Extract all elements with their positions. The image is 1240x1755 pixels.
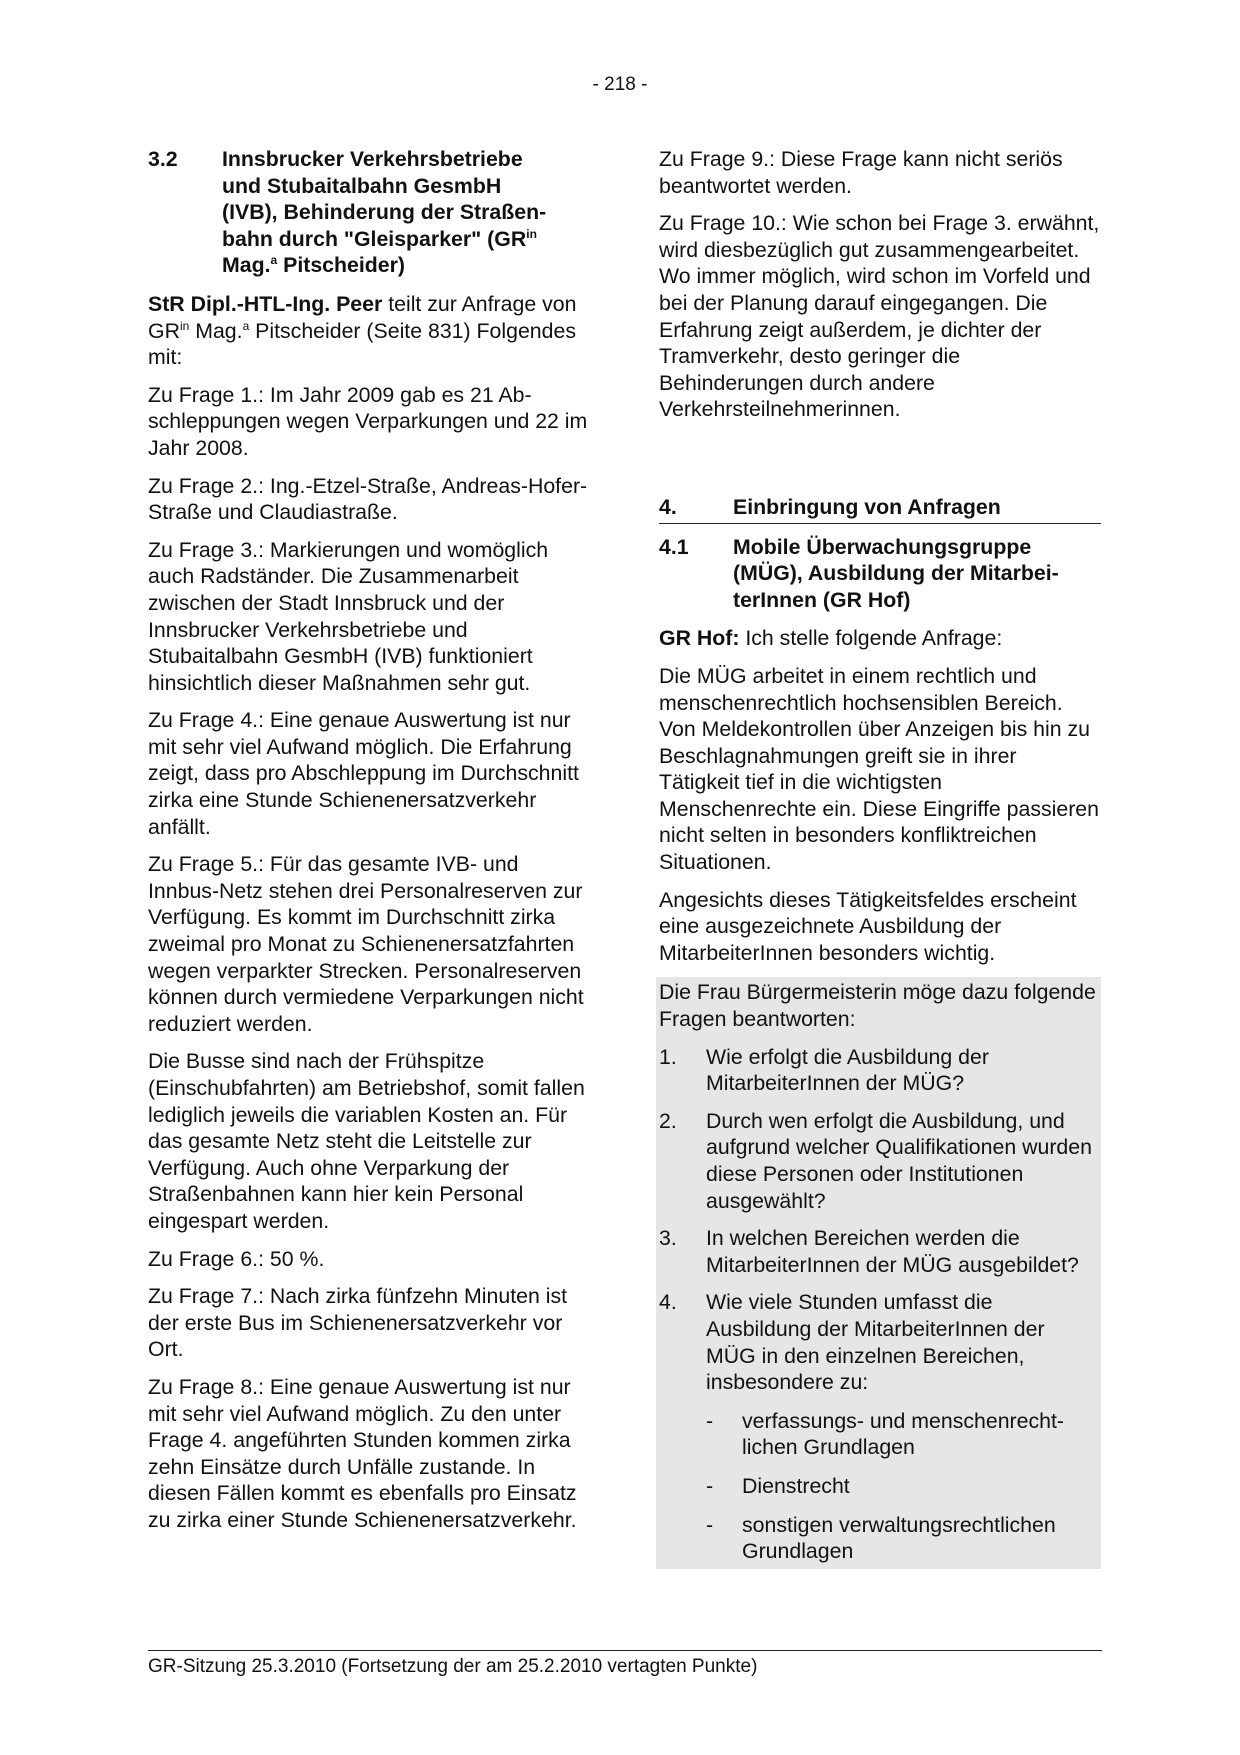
body-paragraph: Angesichts dieses Tätigkeitsfeldes erscheint eine ausgezeichnete Ausbildung der MitarbeiterInnen besonders wichtig. xyxy=(659,887,1077,965)
section-heading-4 xyxy=(659,494,1101,524)
questions-list xyxy=(659,1044,1098,1565)
question-text: Durch wen erfolgt die Ausbildung, und aufgrund welcher Qualifikationen wurden diese Personen oder Institutionen ausgewählt? xyxy=(706,1108,1092,1213)
page-number: - 218 - xyxy=(592,74,648,95)
questions-intro: Die Frau Bürgermeisterin möge dazu folgende Fragen beantworten: xyxy=(659,980,1096,1032)
dash-bullet: - xyxy=(706,1473,714,1498)
superscript: in xyxy=(526,226,537,241)
answer-paragraph: Zu Frage 3.: Markierungen und womöglich auch Radständer. Die Zusammenarbeit zwischen der Stadt Innsbruck und der Innsbrucker Verkehrsbetriebe und Stubaitalbahn GesmbH (IVB) funktioniert hinsichtlich dieser Maßnahmen sehr gut. xyxy=(148,537,549,695)
section-number: 4. xyxy=(659,494,677,519)
section-title: Einbringung von Anfragen xyxy=(733,494,1001,519)
section-title: Mobile Überwachungsgruppe (MÜG), Ausbildung der MitarbeiterInnen (GR Hof) xyxy=(733,534,1059,612)
answer-paragraph: Zu Frage 2.: Ing.-Etzel-Straße, Andreas-Hofer-Straße und Claudiastraße. xyxy=(148,473,588,525)
question-item xyxy=(659,1108,1098,1214)
title-line: (IVB), Behinderung der Straßen- xyxy=(222,200,547,225)
answer-paragraph: Zu Frage 8.: Eine genaue Auswertung ist nur mit sehr viel Aufwand möglich. Zu den unter Frage 4. angeführten Stunden kommen zirka zehn Einsätze durch Unfälle zustande. In diesen Fällen kommt es ebenfalls pro Einsatz zu zirka einer Stunde Schienenersatzverkehr. xyxy=(148,1374,577,1532)
intro-paragraph xyxy=(148,291,590,371)
title-line: Innsbrucker Verkehrsbetriebe xyxy=(222,147,523,171)
section-title xyxy=(222,146,590,279)
question-number: 3. xyxy=(659,1226,677,1251)
answer-paragraph: Zu Frage 7.: Nach zirka fünfzehn Minuten ist der erste Bus im Schienenersatzverkehr vor Ort. xyxy=(148,1284,568,1362)
section-heading-4-1 xyxy=(659,534,1101,614)
question-text: Wie erfolgt die Ausbildung der MitarbeiterInnen der MÜG? xyxy=(706,1044,989,1096)
questions-box xyxy=(656,977,1101,1568)
question-number: 4. xyxy=(659,1290,677,1315)
intro-text: teilt zur Anfrage von GR xyxy=(148,291,577,343)
answer-paragraph: Zu Frage 10.: Wie schon bei Frage 3. erwähnt, wird diesbezüglich gut zusammengearbeitet. Wo immer möglich, wird schon im Vorfeld und bei der Planung darauf eingegangen. Die Erfahrung zeigt außerdem, je dichter der Tramverkehr, desto geringer die Behinderungen durch andere Verkehrsteilnehmerinnen. xyxy=(659,211,1100,422)
answer-paragraph: Zu Frage 9.: Diese Frage kann nicht seriös beantwortet werden. xyxy=(659,147,1063,198)
question-text xyxy=(706,1289,1098,1564)
sub-item-text: Dienstrecht xyxy=(742,1473,850,1498)
question-item xyxy=(659,1225,1098,1278)
footer-text: GR-Sitzung 25.3.2010 (Fortsetzung der am 25.2.2010 vertagten Punkte) xyxy=(148,1656,758,1677)
sub-item-text: verfassungs- und menschenrechtlichen Grundlagen xyxy=(742,1408,1064,1460)
question-text: In welchen Bereichen werden die MitarbeiterInnen der MÜG ausgebildet? xyxy=(706,1226,1079,1277)
spacer xyxy=(659,434,1101,494)
title-line: Pitscheider) xyxy=(277,253,406,278)
answer-paragraph: Zu Frage 1.: Im Jahr 2009 gab es 21 Abschleppungen wegen Verparkungen und 22 im Jahr 2008. xyxy=(148,382,588,460)
question-item xyxy=(659,1044,1098,1097)
sub-item xyxy=(706,1473,1098,1500)
footer-divider xyxy=(148,1650,1102,1651)
title-line: bahn durch "Gleisparker" (GR xyxy=(222,226,527,251)
answer-paragraph: Zu Frage 5.: Für das gesamte IVB- und Innbus-Netz stehen drei Personalreserven zur Verfügung. Es kommt im Durchschnitt zirka zweimal pro Monat zu Schienenersatzfahrten wegen verparkter Strecken. Personalreserven können durch vermiedene Verparkungen nicht reduziert werden. xyxy=(148,852,584,1036)
intro-text: Pitscheider (Seite 831) Folgendes mit: xyxy=(148,318,576,370)
question-number: 1. xyxy=(659,1044,677,1069)
request-paragraph xyxy=(659,625,1101,652)
question-text-body: Wie viele Stunden umfasst die Ausbildung der MitarbeiterInnen der MÜG in den einzelnen Bereichen, insbesondere zu: xyxy=(706,1290,1045,1395)
section-number: 4.1 xyxy=(659,534,689,559)
answer-paragraph: Die Busse sind nach der Frühspitze (Einschubfahrten) am Betriebshof, somit fallen lediglich jeweils die variablen Kosten an. Für das gesamte Netz steht die Leitstelle zur Verfügung. Auch ohne Verparkung der Straßenbahnen kann hier kein Personal eingespart werden. xyxy=(148,1049,585,1233)
speaker-name: StR Dipl.-HTL-Ing. Peer xyxy=(148,291,383,316)
section-heading-3-2 xyxy=(148,146,590,279)
question-number: 2. xyxy=(659,1108,677,1133)
superscript: a xyxy=(242,318,250,333)
right-column xyxy=(659,146,1101,1569)
body-paragraph: Die MÜG arbeitet in einem rechtlich und menschenrechtlich hochsensiblen Bereich. Von Meldekontrollen über Anzeigen bis hin zu Beschlagnahmungen greift sie in ihrer Tätigkeit tief in die wichtigsten Menschenrechte ein. Diese Eingriffe passieren nicht selten in besonders konfliktreichen Situationen. xyxy=(659,663,1099,875)
sub-list xyxy=(706,1408,1098,1565)
intro-text: Mag. xyxy=(189,318,243,343)
sub-item xyxy=(706,1512,1098,1565)
answer-paragraph: Zu Frage 6.: 50 %. xyxy=(148,1246,325,1271)
title-line: und Stubaitalbahn GesmbH xyxy=(222,173,502,198)
request-text: Ich stelle folgende Anfrage: xyxy=(739,626,1003,651)
superscript: a xyxy=(270,253,278,268)
speaker-name: GR Hof: xyxy=(659,626,740,651)
question-item xyxy=(659,1289,1098,1564)
dash-bullet: - xyxy=(706,1512,714,1537)
sub-item-text: sonstigen verwaltungsrechtlichen Grundlagen xyxy=(742,1512,1056,1564)
superscript: in xyxy=(179,318,190,333)
left-column xyxy=(148,146,590,1545)
title-line: Mag. xyxy=(222,253,271,278)
dash-bullet: - xyxy=(706,1408,714,1433)
answer-paragraph: Zu Frage 4.: Eine genaue Auswertung ist nur mit sehr viel Aufwand möglich. Die Erfahrung zeigt, dass pro Abschleppung im Durchschnitt zirka eine Stunde Schienenersatzverkehr anfällt. xyxy=(148,708,579,839)
section-number: 3.2 xyxy=(148,147,178,171)
sub-item xyxy=(706,1408,1098,1461)
